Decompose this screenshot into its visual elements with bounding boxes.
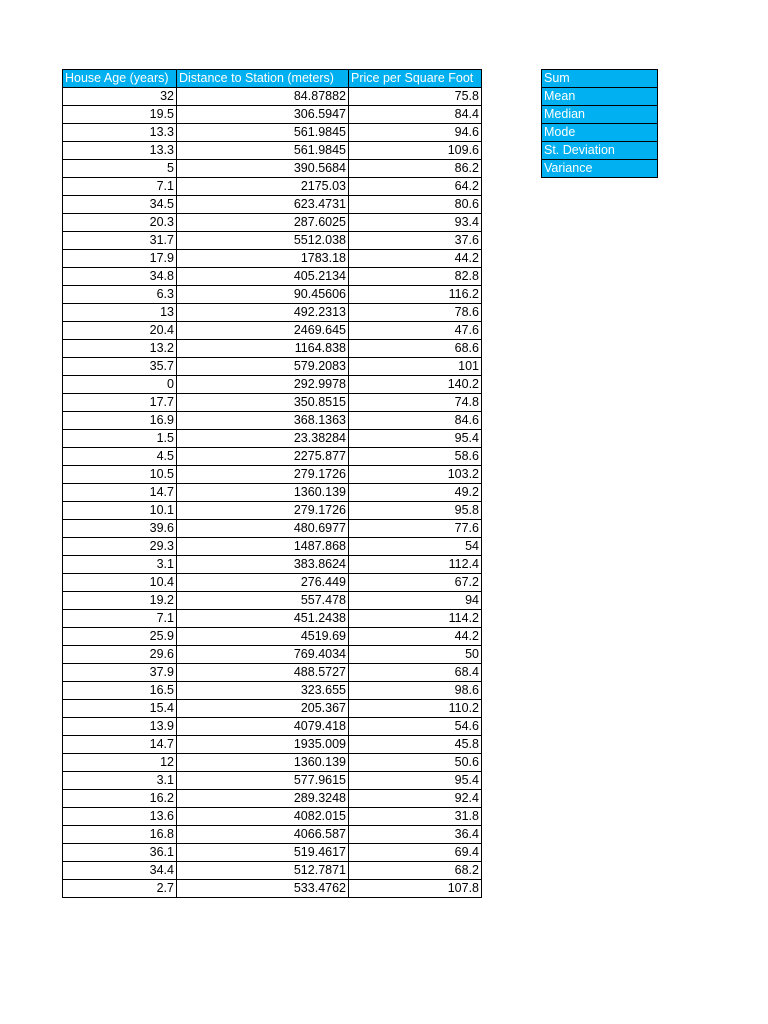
- table-row: [63, 106, 482, 124]
- cell-price[interactable]: 92.4: [349, 790, 482, 808]
- header-cell-house-age[interactable]: House Age (years): [63, 70, 177, 88]
- cell-house-age[interactable]: 20.3: [63, 214, 177, 232]
- cell-house-age[interactable]: 17.9: [63, 250, 177, 268]
- cell-price[interactable]: 95.4: [349, 430, 482, 448]
- cell-house-age[interactable]: 2.7: [63, 880, 177, 898]
- cell-house-age[interactable]: 35.7: [63, 358, 177, 376]
- table-row: [63, 142, 482, 160]
- cell-distance[interactable]: 287.6025: [177, 214, 349, 232]
- cell-price[interactable]: 54: [349, 538, 482, 556]
- cell-distance[interactable]: 579.2083: [177, 358, 349, 376]
- stats-row: [542, 70, 658, 88]
- table-row: [63, 700, 482, 718]
- table-row: [63, 502, 482, 520]
- cell-price[interactable]: 37.6: [349, 232, 482, 250]
- cell-price[interactable]: 107.8: [349, 880, 482, 898]
- cell-distance[interactable]: 480.6977: [177, 520, 349, 538]
- cell-price[interactable]: 64.2: [349, 178, 482, 196]
- cell-distance[interactable]: 292.9978: [177, 376, 349, 394]
- cell-price[interactable]: 69.4: [349, 844, 482, 862]
- stats-body: [542, 70, 658, 178]
- cell-house-age[interactable]: 7.1: [63, 610, 177, 628]
- cell-distance[interactable]: 512.7871: [177, 862, 349, 880]
- table-row: [63, 322, 482, 340]
- cell-distance[interactable]: 5512.038: [177, 232, 349, 250]
- cell-price[interactable]: 54.6: [349, 718, 482, 736]
- cell-distance[interactable]: 323.655: [177, 682, 349, 700]
- cell-distance[interactable]: 279.1726: [177, 502, 349, 520]
- cell-price[interactable]: 80.6: [349, 196, 482, 214]
- stats-row: [542, 106, 658, 124]
- table-row: [63, 124, 482, 142]
- cell-house-age[interactable]: 16.2: [63, 790, 177, 808]
- cell-price[interactable]: 78.6: [349, 304, 482, 322]
- table-row: [63, 736, 482, 754]
- cell-distance[interactable]: 451.2438: [177, 610, 349, 628]
- cell-price[interactable]: 49.2: [349, 484, 482, 502]
- cell-house-age[interactable]: 14.7: [63, 484, 177, 502]
- cell-price[interactable]: 44.2: [349, 628, 482, 646]
- cell-price[interactable]: 84.6: [349, 412, 482, 430]
- table-row: [63, 268, 482, 286]
- cell-price[interactable]: 116.2: [349, 286, 482, 304]
- cell-house-age[interactable]: 19.2: [63, 592, 177, 610]
- table-row: [63, 412, 482, 430]
- cell-house-age[interactable]: 17.7: [63, 394, 177, 412]
- table-row: [63, 520, 482, 538]
- cell-price[interactable]: 58.6: [349, 448, 482, 466]
- table-row: [63, 448, 482, 466]
- stats-label-cell[interactable]: Median: [542, 106, 658, 124]
- cell-house-age[interactable]: 10.4: [63, 574, 177, 592]
- cell-price[interactable]: 44.2: [349, 250, 482, 268]
- cell-distance[interactable]: 577.9615: [177, 772, 349, 790]
- cell-distance[interactable]: 279.1726: [177, 466, 349, 484]
- cell-house-age[interactable]: 15.4: [63, 700, 177, 718]
- cell-house-age[interactable]: 16.5: [63, 682, 177, 700]
- cell-price[interactable]: 31.8: [349, 808, 482, 826]
- cell-distance[interactable]: 2469.645: [177, 322, 349, 340]
- stats-row: [542, 142, 658, 160]
- table-row: [63, 88, 482, 106]
- cell-house-age[interactable]: 16.9: [63, 412, 177, 430]
- cell-distance[interactable]: 289.3248: [177, 790, 349, 808]
- table-row: [63, 556, 482, 574]
- cell-distance[interactable]: 2175.03: [177, 178, 349, 196]
- cell-price[interactable]: 67.2: [349, 574, 482, 592]
- cell-price[interactable]: 68.2: [349, 862, 482, 880]
- cell-distance[interactable]: 23.38284: [177, 430, 349, 448]
- cell-price[interactable]: 94: [349, 592, 482, 610]
- stats-label-cell[interactable]: Variance: [542, 160, 658, 178]
- cell-house-age[interactable]: 37.9: [63, 664, 177, 682]
- cell-distance[interactable]: 1783.18: [177, 250, 349, 268]
- cell-price[interactable]: 109.6: [349, 142, 482, 160]
- cell-price[interactable]: 84.4: [349, 106, 482, 124]
- cell-house-age[interactable]: 10.1: [63, 502, 177, 520]
- cell-price[interactable]: 77.6: [349, 520, 482, 538]
- table-row: [63, 772, 482, 790]
- cell-price[interactable]: 75.8: [349, 88, 482, 106]
- cell-house-age[interactable]: 20.4: [63, 322, 177, 340]
- stats-label-cell[interactable]: St. Deviation: [542, 142, 658, 160]
- cell-price[interactable]: 82.8: [349, 268, 482, 286]
- cell-house-age[interactable]: 7.1: [63, 178, 177, 196]
- cell-distance[interactable]: 368.1363: [177, 412, 349, 430]
- cell-house-age[interactable]: 34.5: [63, 196, 177, 214]
- cell-price[interactable]: 47.6: [349, 322, 482, 340]
- table-row: [63, 826, 482, 844]
- table-row: [63, 754, 482, 772]
- header-cell-price[interactable]: Price per Square Foot: [349, 70, 482, 88]
- cell-price[interactable]: 36.4: [349, 826, 482, 844]
- cell-price[interactable]: 98.6: [349, 682, 482, 700]
- stats-label-cell[interactable]: Mode: [542, 124, 658, 142]
- cell-house-age[interactable]: 0: [63, 376, 177, 394]
- cell-house-age[interactable]: 13.9: [63, 718, 177, 736]
- table-row: [63, 628, 482, 646]
- cell-price[interactable]: 103.2: [349, 466, 482, 484]
- stats-label-cell[interactable]: Mean: [542, 88, 658, 106]
- cell-distance[interactable]: 205.367: [177, 700, 349, 718]
- table-row: [63, 574, 482, 592]
- cell-house-age[interactable]: 12: [63, 754, 177, 772]
- table-row: [63, 862, 482, 880]
- stats-row: [542, 124, 658, 142]
- cell-distance[interactable]: 533.4762: [177, 880, 349, 898]
- table-row: [63, 466, 482, 484]
- cell-distance[interactable]: 4082.015: [177, 808, 349, 826]
- cell-house-age[interactable]: 5: [63, 160, 177, 178]
- table-row: [63, 394, 482, 412]
- cell-distance[interactable]: 519.4617: [177, 844, 349, 862]
- cell-house-age[interactable]: 29.3: [63, 538, 177, 556]
- header-row: [63, 70, 482, 88]
- cell-house-age[interactable]: 3.1: [63, 772, 177, 790]
- table-row: [63, 286, 482, 304]
- cell-price[interactable]: 110.2: [349, 700, 482, 718]
- table-row: [63, 808, 482, 826]
- cell-distance[interactable]: 1360.139: [177, 754, 349, 772]
- cell-price[interactable]: 86.2: [349, 160, 482, 178]
- table-row: [63, 196, 482, 214]
- table-row: [63, 880, 482, 898]
- cell-house-age[interactable]: 13.3: [63, 142, 177, 160]
- cell-house-age[interactable]: 32: [63, 88, 177, 106]
- header-cell-distance[interactable]: Distance to Station (meters): [177, 70, 349, 88]
- cell-distance[interactable]: 306.5947: [177, 106, 349, 124]
- table-row: [63, 304, 482, 322]
- cell-distance[interactable]: 488.5727: [177, 664, 349, 682]
- cell-price[interactable]: 95.8: [349, 502, 482, 520]
- cell-price[interactable]: 95.4: [349, 772, 482, 790]
- cell-house-age[interactable]: 25.9: [63, 628, 177, 646]
- table-row: [63, 250, 482, 268]
- table-row: [63, 538, 482, 556]
- table-row: [63, 358, 482, 376]
- cell-distance[interactable]: 1935.009: [177, 736, 349, 754]
- cell-house-age[interactable]: 36.1: [63, 844, 177, 862]
- cell-price[interactable]: 50: [349, 646, 482, 664]
- cell-distance[interactable]: 4519.69: [177, 628, 349, 646]
- table-row: [63, 484, 482, 502]
- cell-distance[interactable]: 492.2313: [177, 304, 349, 322]
- stats-table: [541, 69, 658, 178]
- cell-house-age[interactable]: 13.6: [63, 808, 177, 826]
- table-row: [63, 592, 482, 610]
- cell-distance[interactable]: 84.87882: [177, 88, 349, 106]
- cell-house-age[interactable]: 1.5: [63, 430, 177, 448]
- table-row: [63, 178, 482, 196]
- cell-distance[interactable]: 557.478: [177, 592, 349, 610]
- cell-distance[interactable]: 276.449: [177, 574, 349, 592]
- table-row: [63, 214, 482, 232]
- cell-distance[interactable]: 561.9845: [177, 124, 349, 142]
- cell-distance[interactable]: 350.8515: [177, 394, 349, 412]
- cell-price[interactable]: 50.6: [349, 754, 482, 772]
- cell-house-age[interactable]: 34.4: [63, 862, 177, 880]
- cell-distance[interactable]: 623.4731: [177, 196, 349, 214]
- cell-house-age[interactable]: 3.1: [63, 556, 177, 574]
- data-table: [62, 69, 482, 898]
- cell-price[interactable]: 101: [349, 358, 482, 376]
- cell-house-age[interactable]: 31.7: [63, 232, 177, 250]
- cell-price[interactable]: 45.8: [349, 736, 482, 754]
- cell-distance[interactable]: 1164.838: [177, 340, 349, 358]
- cell-house-age[interactable]: 6.3: [63, 286, 177, 304]
- table-row: [63, 160, 482, 178]
- cell-house-age[interactable]: 13: [63, 304, 177, 322]
- table-row: [63, 790, 482, 808]
- cell-house-age[interactable]: 14.7: [63, 736, 177, 754]
- cell-house-age[interactable]: 4.5: [63, 448, 177, 466]
- stats-label-cell[interactable]: Sum: [542, 70, 658, 88]
- cell-price[interactable]: 114.2: [349, 610, 482, 628]
- cell-distance[interactable]: 4079.418: [177, 718, 349, 736]
- stats-row: [542, 160, 658, 178]
- cell-price[interactable]: 93.4: [349, 214, 482, 232]
- cell-house-age[interactable]: 39.6: [63, 520, 177, 538]
- table-row: [63, 340, 482, 358]
- table-row: [63, 430, 482, 448]
- data-body: [63, 88, 482, 898]
- table-row: [63, 646, 482, 664]
- cell-price[interactable]: 140.2: [349, 376, 482, 394]
- cell-house-age[interactable]: 34.8: [63, 268, 177, 286]
- cell-price[interactable]: 112.4: [349, 556, 482, 574]
- cell-price[interactable]: 68.6: [349, 340, 482, 358]
- cell-price[interactable]: 68.4: [349, 664, 482, 682]
- cell-distance[interactable]: 769.4034: [177, 646, 349, 664]
- cell-distance[interactable]: 405.2134: [177, 268, 349, 286]
- cell-distance[interactable]: 1360.139: [177, 484, 349, 502]
- cell-house-age[interactable]: 16.8: [63, 826, 177, 844]
- cell-price[interactable]: 74.8: [349, 394, 482, 412]
- cell-distance[interactable]: 2275.877: [177, 448, 349, 466]
- table-row: [63, 682, 482, 700]
- table-row: [63, 610, 482, 628]
- cell-house-age[interactable]: 10.5: [63, 466, 177, 484]
- cell-price[interactable]: 94.6: [349, 124, 482, 142]
- cell-distance[interactable]: 390.5684: [177, 160, 349, 178]
- table-row: [63, 376, 482, 394]
- cell-house-age[interactable]: 13.2: [63, 340, 177, 358]
- table-row: [63, 232, 482, 250]
- stats-row: [542, 88, 658, 106]
- cell-house-age[interactable]: 29.6: [63, 646, 177, 664]
- cell-distance[interactable]: 383.8624: [177, 556, 349, 574]
- cell-distance[interactable]: 1487.868: [177, 538, 349, 556]
- cell-distance[interactable]: 561.9845: [177, 142, 349, 160]
- cell-distance[interactable]: 4066.587: [177, 826, 349, 844]
- cell-house-age[interactable]: 13.3: [63, 124, 177, 142]
- cell-house-age[interactable]: 19.5: [63, 106, 177, 124]
- table-row: [63, 664, 482, 682]
- table-row: [63, 844, 482, 862]
- cell-distance[interactable]: 90.45606: [177, 286, 349, 304]
- table-row: [63, 718, 482, 736]
